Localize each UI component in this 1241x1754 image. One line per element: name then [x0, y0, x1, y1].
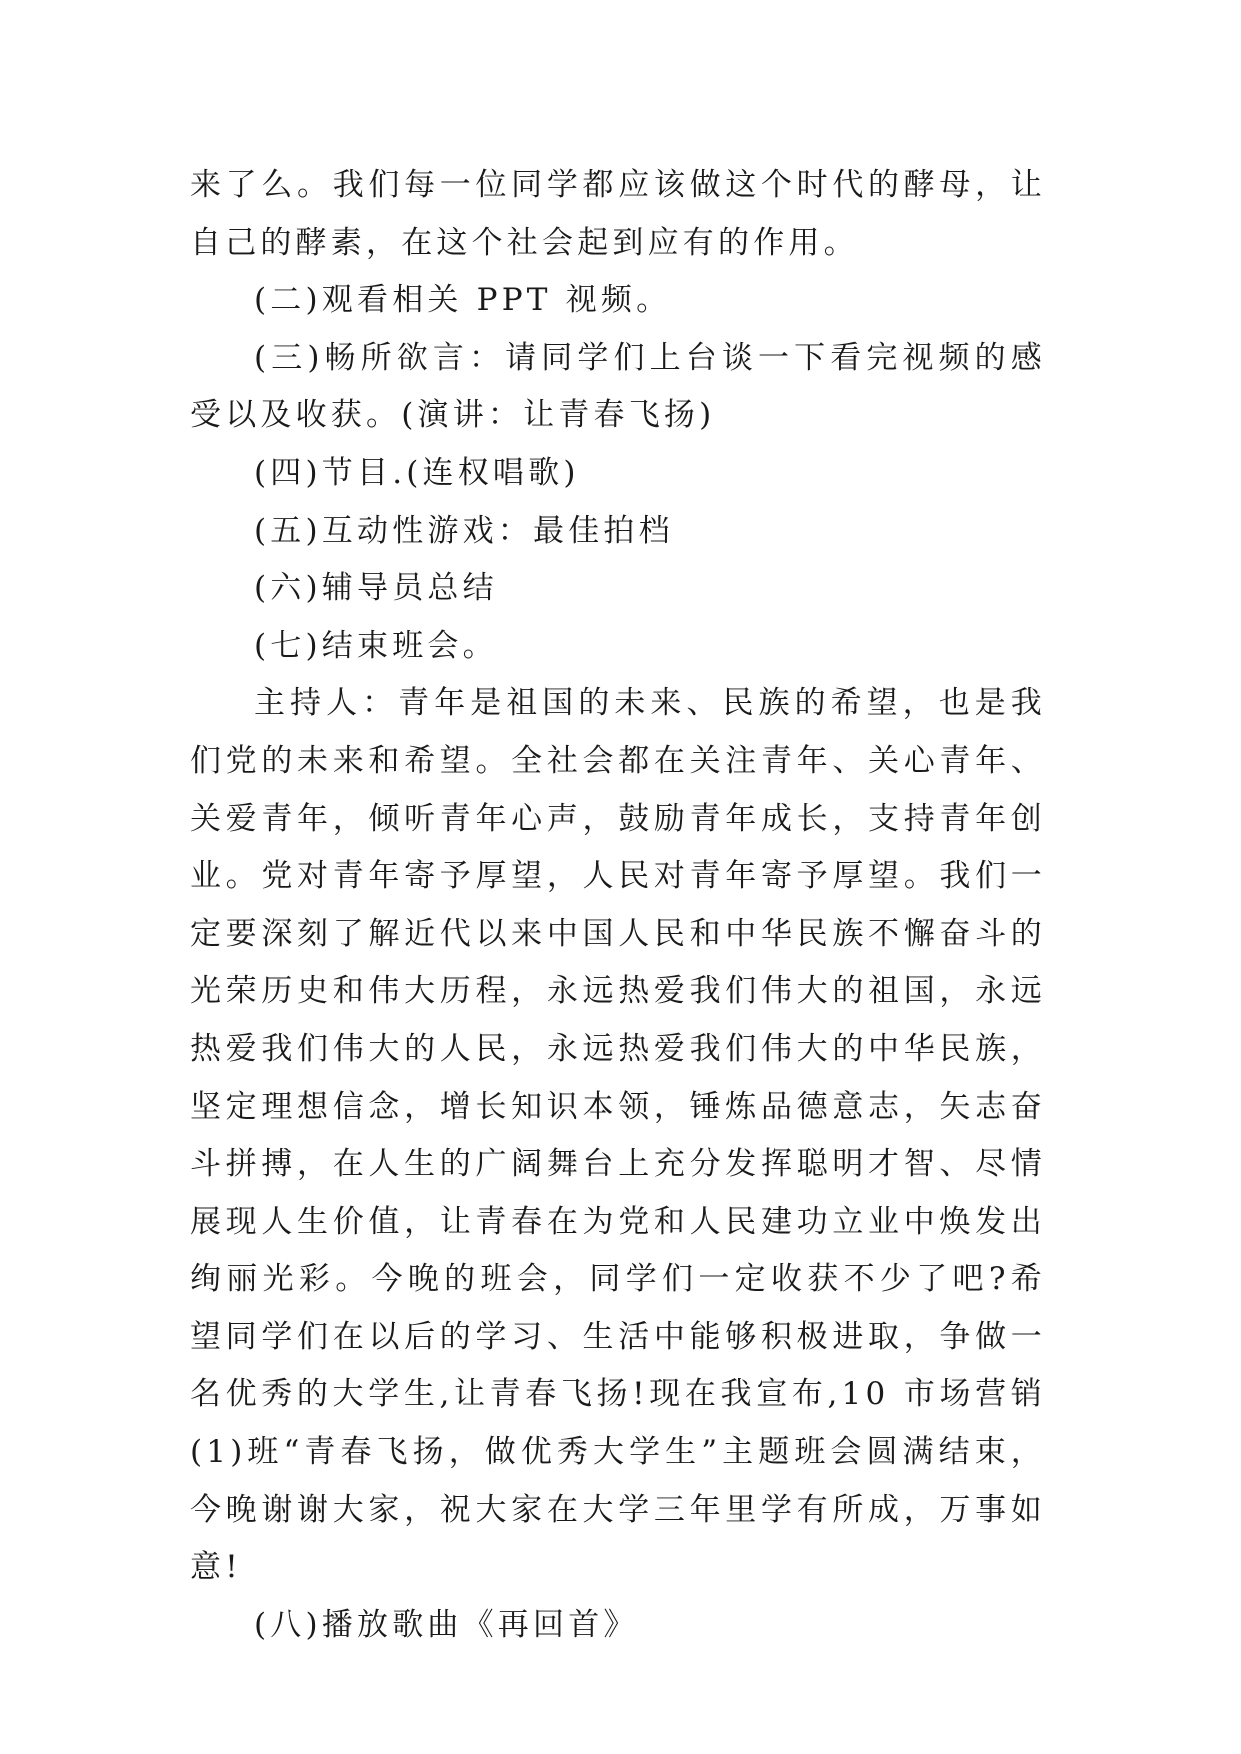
- agenda-item-5: (五)互动性游戏：最佳拍档: [254, 512, 674, 549]
- host-closing-speech: 主持人：青年是祖国的未来、民族的希望，也是我们党的未来和希望。全社会都在关注青年、关心青年、关爱青年，倾听青年心声，鼓励青年成长，支持青年创业。党对青年寄予厚望，人民对青年寄予厚望。我们一定要深刻了解近代以来中国人民和中华民族不懈奋斗的光荣历史和伟大历程，永远热爱我们伟大的祖国，永远热爱我们伟大的人民，永远热爱我们伟大的中华民族，坚定理想信念，增长知识本领，锤炼品德意志，矢志奋斗拼搏，在人生的广阔舞台上充分发挥聪明才智、尽情展现人生价值，让青春在为党和人民建功立业中焕发出绚丽光彩。今晚的班会，同学们一定收获不少了吧?希望同学们在以后的学习、生活中能够积极进取，争做一名优秀的大学生,让青春飞扬!现在我宣布,10 市场营销(1)班“青春飞扬，做优秀大学生”主题班会圆满结束，今晚谢谢大家，祝大家在大学三年里学有所成，万事如意!: [190, 685, 1046, 1586]
- agenda-item-4: (四)节目.(连权唱歌): [254, 454, 580, 491]
- paragraph-continuation: 来了么。我们每一位同学都应该做这个时代的酵母，让自己的酵素，在这个社会起到应有的作用。: [190, 167, 1046, 261]
- agenda-item-7: (七)结束班会。: [254, 627, 498, 664]
- agenda-item-2: (二)观看相关 PPT 视频。: [254, 282, 672, 319]
- document-body: [190, 157, 1046, 1654]
- agenda-item-8: (八)播放歌曲《再回首》: [254, 1606, 639, 1643]
- agenda-item-3: (三)畅所欲言：请同学们上台谈一下看完视频的感受以及收获。(演讲：让青春飞扬): [190, 339, 1046, 434]
- agenda-item-6: (六)辅导员总结: [254, 570, 498, 607]
